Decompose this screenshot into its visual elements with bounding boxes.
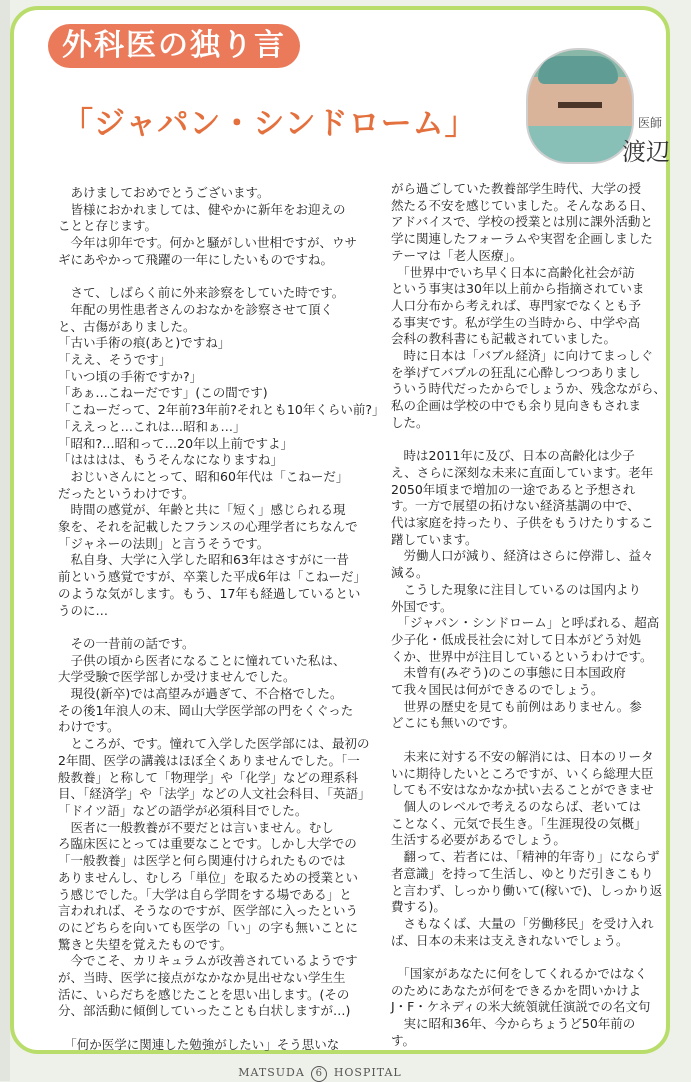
text-line: ことなく、元気で長生き。「生涯現役の気概」 [391, 815, 647, 831]
text-line: 「ええ、そうです」 [58, 352, 172, 368]
surgical-cap-shape [538, 56, 618, 84]
text-line: 「昭和?…昭和って…20年以上前ですよ」 [58, 435, 294, 451]
text-line: ところが、です。憧れて入学した医学部には、最初の [58, 736, 370, 752]
text-line: 今年は卯年です。何かと騒がしい世相ですが、ウサ [58, 235, 358, 251]
text-line: 「古い手術の痕(あと)ですね」 [58, 335, 231, 351]
text-line: 大学受験で医学部しか受けませんでした。 [58, 669, 296, 685]
text-line: さもなくば、大量の「労働移民」を受け入れ [391, 915, 654, 931]
face-detail-shape [558, 102, 602, 108]
paragraph-gap [58, 619, 376, 636]
text-line: 年配の男性患者さんのおなかを診察させて頂く [58, 301, 334, 317]
text-line: 学に関連したフォーラムや実習を企画しました [391, 231, 653, 247]
text-line: 活に、いらだちを感じたことを思い出します。(その [58, 986, 350, 1002]
text-line: アドバイスで、学校の授業とは別に課外活動と [391, 214, 653, 230]
text-line: 「あぁ…こねーだです」(この間です) [58, 385, 268, 401]
text-line: 外国です。 [391, 598, 453, 614]
text-line: テーマは「老人医療」。 [391, 247, 523, 263]
text-line: 象を、それを記載したフランスの心理学者にちなんで [58, 519, 358, 535]
text-line: 時に日本は「バブル経済」に向けてまっしぐ [391, 348, 654, 364]
text-line: 代は家庭を持ったり、子供をもうけたりするこ [391, 515, 654, 531]
paragraph-gap [391, 432, 691, 449]
text-line: 躇しています。 [391, 531, 478, 547]
footer-hospital-right: HOSPITAL [333, 1066, 402, 1079]
text-line: 「一般教養」は医学と何ら関連付けられたものでは [58, 853, 346, 869]
text-line: 翻って、若者には、「精神的年寄り」にならず [391, 849, 660, 865]
column-title-banner: 外科医の独り言 [48, 24, 300, 68]
text-line: 現役(新卒)では高望みが過ぎて、不合格でした。 [58, 686, 343, 702]
text-line: 未曾有(みぞう)のこの事態に日本国政府 [391, 665, 626, 681]
text-line: 般教養」と称して「物理学」や「化学」などの理系科 [58, 769, 359, 785]
text-line: その後1年浪人の末、岡山大学医学部の門をくぐった [58, 702, 354, 718]
text-line: 2050年頃まで増加の一途であると予想され [391, 481, 636, 497]
text-line: のにどちらを向いても医学の「い」の字も無いことに [58, 919, 359, 935]
text-line: ろ臨床医にとっては重要なことです。しかし大学での [58, 836, 357, 852]
text-line: と言わず、しっかり働いて(稼いで)、しっかり返 [391, 882, 663, 898]
page-footer [0, 1066, 640, 1082]
text-line: いに期待したいところですが、いくら総理大臣 [391, 765, 654, 781]
text-line: 然たる不安を感じていました。そんなある日、 [391, 197, 654, 213]
text-line: 前という感覚ですが、卒業した平成6年は「こねーだ」 [58, 569, 366, 585]
text-line: 「いつ頃の手術ですか?」 [58, 368, 203, 384]
text-line: 未来に対する不安の解消には、日本のリータ [391, 748, 654, 764]
text-line: 私自身、大学に入学した昭和63年はさすがに一昔 [58, 552, 349, 568]
page-number: 6 [311, 1066, 327, 1082]
text-line: おじいさんにとって、昭和60年代は「こねーだ」 [58, 468, 349, 484]
text-line: て我々国民は何ができるのでしょう。 [391, 682, 604, 698]
text-line: え、さらに深刻な未来に直面しています。老年 [391, 464, 654, 480]
text-line: という事実は30年以上前から指摘されていま [391, 281, 645, 297]
text-line: 生活する必要があるでしょう。 [391, 832, 566, 848]
text-line: と、古傷がありました。 [58, 318, 196, 334]
text-line: 目、「経済学」や「法学」などの人文社会科目、「英語」 [58, 786, 371, 802]
text-line: う感じでした。「大学は自ら学問をする場である」と [58, 886, 352, 902]
text-line: す。一方で展望の拓けない経済基調の中で、 [391, 498, 640, 514]
paragraph-gap [58, 269, 376, 286]
text-line: 世界の歴史を見ても前例はありません。参 [391, 698, 642, 714]
text-line: ことと存じます。 [58, 218, 158, 234]
text-line: 時は2011年に及び、日本の高齢化は少子 [391, 448, 635, 464]
text-line: J・F・ケネディの米大統領就任演説での名文句 [391, 999, 651, 1015]
text-line: 今でこそ、カリキュラムが改善されているようです [58, 953, 358, 969]
text-line: 労働人口が減り、経済はさらに停滞し、益々 [391, 548, 654, 564]
text-line: 「はははは、もうそんなになりますね」 [58, 452, 284, 468]
text-line: しても不安はなかなか拭い去ることができませ [391, 782, 654, 798]
author-name: 渡辺 [622, 138, 670, 166]
text-line: 減る。 [391, 565, 429, 581]
text-line: ありませんし、むしろ「単位」を取るための授業とい [58, 869, 359, 885]
text-line: 2年間、医学の講義はほぼ全くありませんでした。「一 [58, 752, 360, 768]
author-role: 医師 [638, 116, 663, 130]
text-line: 分、部活動に傾倒していったことも白状しますが…) [58, 1003, 351, 1019]
text-line: 「ええっと…これは…昭和ぁ…」 [58, 418, 246, 434]
paragraph-gap [391, 732, 691, 749]
text-line: を挙げてバブルの狂乱に心酔しつつありまし [391, 364, 641, 380]
text-line: うのに… [58, 602, 109, 618]
left-text-column [58, 185, 385, 1054]
text-line: 実に昭和36年、今からちょうど50年前の [391, 1016, 636, 1032]
text-line: のような気がします。もう、17年も経過しているとい [58, 585, 361, 601]
text-line: 「こねーだって、2年前?3年前?それとも10年くらい前?」 [58, 402, 385, 418]
text-line: さて、しばらく前に外来診察をしていた時です。 [58, 285, 345, 301]
footer-hospital-left: MATSUDA [238, 1066, 305, 1079]
text-line: 会科の教科書にも記載されていました。 [391, 331, 617, 347]
text-line: ういう時代だったからでしょうか、残念ながら、 [391, 381, 666, 397]
text-line: どこにも無いのです。 [391, 715, 516, 731]
text-line: がら過ごしていた教養部学生時代、大学の授 [391, 181, 642, 196]
text-line: る事実です。私が学生の当時から、中学や高 [391, 314, 641, 330]
text-line: その一昔前の話です。 [58, 635, 195, 651]
paragraph-gap [58, 1020, 376, 1037]
text-line: 「ジャパン・シンドローム」と呼ばれる、超高 [391, 615, 660, 631]
text-line: 私の企画は学校の中でも余り見向きもされま [391, 398, 642, 414]
text-line: す。 [391, 1032, 416, 1048]
text-line: 驚きと失望を覚えたものです。 [58, 936, 233, 952]
paragraph-gap [391, 949, 691, 966]
text-line: 人口分布から考えれば、専門家でなくとも予 [391, 297, 642, 313]
text-line: ギにあやかって飛躍の一年にしたいものですね。 [58, 251, 334, 267]
text-line: 者意識」を持って生活し、ゆとりだ引きこもり [391, 865, 654, 881]
text-line: 医者に一般教養が不要だとは言いません。むし [58, 819, 334, 835]
author-photo [526, 48, 634, 164]
text-line: くか、世界中が注目しているというわけです。 [391, 648, 653, 664]
article-frame [10, 6, 670, 1054]
text-line: こうした現象に注目しているのは国内より [391, 581, 642, 597]
text-line: あけましておめでとうございます。 [58, 185, 270, 200]
text-line: 皆様におかれましては、健やかに新年をお迎えの [58, 201, 346, 217]
text-line: ば、日本の未来は支えきれないでしょう。 [391, 932, 629, 948]
text-line: 少子化・低成長社会に対して日本がどう対処 [391, 631, 642, 647]
text-line: 「ジャネーの法則」と言うそうです。 [58, 535, 270, 551]
text-line: だったというわけです。 [58, 485, 195, 501]
text-line: した。 [391, 414, 429, 430]
text-line: のためにあなたが何をできるかを問いかけよ [391, 982, 642, 998]
text-line: 「世界中でいち早く日本に高齢化社会が訪 [391, 264, 635, 280]
right-text-column [391, 181, 691, 1050]
article-headline: 「ジャパン・シンドローム」 [62, 106, 477, 142]
text-line: 個人のレベルで考えるのならば、老いては [391, 798, 642, 814]
text-line: 子供の頃から医者になることに憧れていた私は、 [58, 652, 346, 668]
text-line: が、当時、医学に接点がなかなか見出せない学生生 [58, 970, 346, 986]
page-edge [0, 0, 10, 1081]
text-line: 「国家があなたに何をしてくれるかではなく [391, 966, 648, 981]
text-line: 費する)。 [391, 899, 446, 915]
text-line: 言われれば、そうなのですが、医学部に入ったという [58, 903, 359, 919]
text-line: わけです。 [58, 719, 120, 735]
text-line: 「ドイツ語」などの語学が必須科目でした。 [58, 802, 308, 818]
text-line: 時間の感覚が、年齢と共に「短く」感じられる現 [58, 502, 346, 518]
text-line: 「何か医学に関連した勉強がしたい」そう思いな [58, 1036, 340, 1052]
